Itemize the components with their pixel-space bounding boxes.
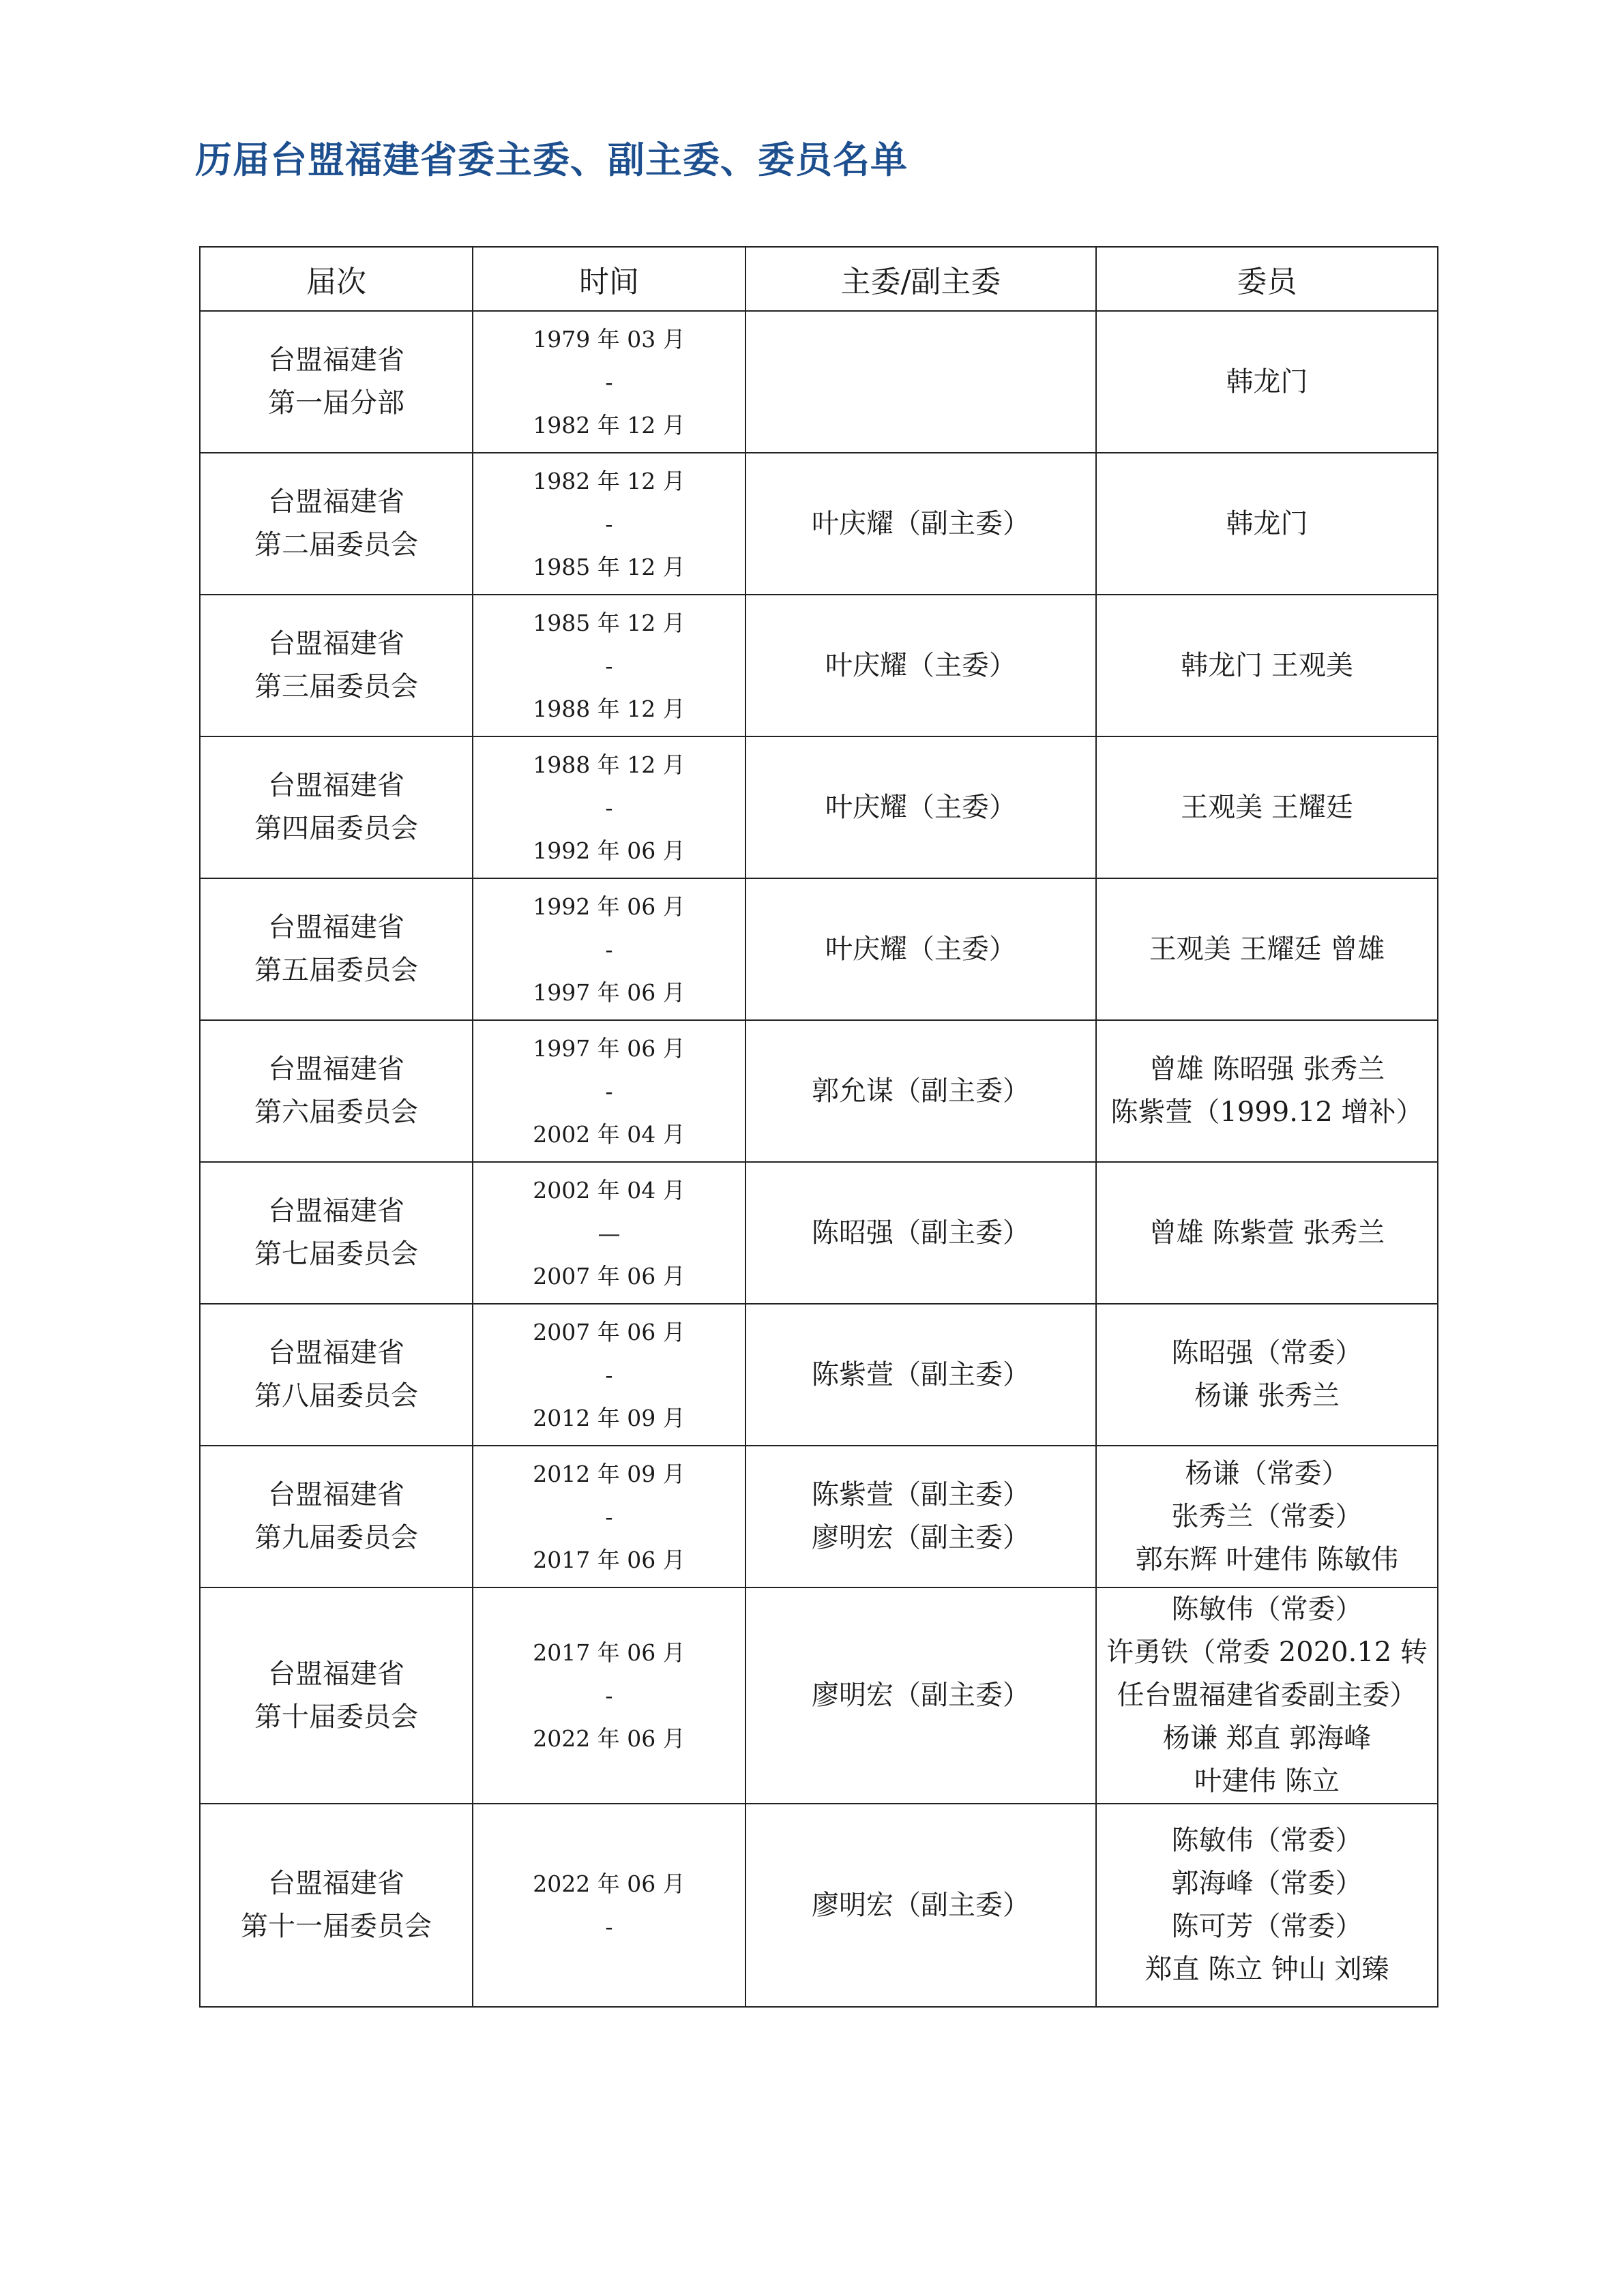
chair-line: 廖明宏（副主委） — [812, 1889, 1030, 1921]
session-cell — [200, 736, 473, 878]
time-line: 2002 年 04 月 — [533, 1176, 685, 1204]
chair-line: 陈紫萱（副主委） — [812, 1479, 1030, 1510]
time-line: - — [605, 1682, 613, 1709]
table-body — [200, 311, 1438, 2007]
session-line: 台盟福建省 — [268, 912, 404, 943]
time-cell — [473, 1804, 745, 2007]
session-line: 第一届分部 — [268, 387, 404, 419]
time-line: — — [597, 1219, 621, 1247]
time-line: - — [605, 510, 613, 537]
members-line: 曾雄 陈紫萱 张秀兰 — [1149, 1217, 1385, 1249]
chair-cell — [745, 1587, 1096, 1804]
table-row — [200, 1587, 1438, 1804]
time-line: 1992 年 06 月 — [533, 837, 685, 864]
header-time: 时间 — [473, 247, 745, 311]
session-cell — [200, 1020, 473, 1162]
table-row — [200, 736, 1438, 878]
members-cell — [1096, 595, 1438, 736]
time-line: - — [605, 936, 613, 963]
members-line: 陈可芳（常委） — [1171, 1911, 1363, 1942]
chair-line: 叶庆耀（主委） — [825, 649, 1016, 681]
time-line: - — [605, 368, 613, 396]
time-line: 2007 年 06 月 — [533, 1318, 685, 1345]
session-cell — [200, 453, 473, 595]
chair-cell — [745, 1304, 1096, 1446]
time-line: 1988 年 12 月 — [533, 751, 685, 778]
members-line: 郭东辉 叶建伟 陈敏伟 — [1135, 1543, 1399, 1575]
session-line: 第十一届委员会 — [241, 1911, 432, 1942]
time-cell — [473, 878, 745, 1020]
session-line: 第七届委员会 — [254, 1238, 418, 1270]
members-line: 韩龙门 王观美 — [1181, 649, 1353, 681]
session-line: 台盟福建省 — [268, 1479, 404, 1510]
chair-line: 郭允谋（副主委） — [812, 1075, 1030, 1107]
members-line: 陈敏伟（常委） — [1171, 1594, 1363, 1625]
time-cell — [473, 736, 745, 878]
table-row — [200, 878, 1438, 1020]
page-title: 历届台盟福建省委主委、副主委、委员名单 — [195, 138, 908, 181]
time-line: 2022 年 06 月 — [533, 1870, 685, 1897]
time-line: 1985 年 12 月 — [533, 609, 685, 636]
time-line: - — [605, 1361, 613, 1388]
members-line: 韩龙门 — [1226, 366, 1308, 398]
session-cell — [200, 1304, 473, 1446]
header-chair: 主委/副主委 — [745, 247, 1096, 311]
chair-line: 廖明宏（副主委） — [812, 1680, 1030, 1711]
table-row — [200, 1020, 1438, 1162]
members-line: 曾雄 陈昭强 张秀兰 — [1149, 1054, 1385, 1085]
time-cell — [473, 1304, 745, 1446]
chair-cell — [745, 453, 1096, 595]
time-line: 1985 年 12 月 — [533, 553, 685, 580]
table-row — [200, 1446, 1438, 1587]
time-line: - — [605, 1077, 613, 1105]
session-line: 第二届委员会 — [254, 529, 418, 561]
session-cell — [200, 1804, 473, 2007]
header-session: 届次 — [200, 247, 473, 311]
members-cell — [1096, 736, 1438, 878]
chair-line: 叶庆耀（主委） — [825, 933, 1016, 965]
chair-cell — [745, 736, 1096, 878]
time-cell — [473, 1162, 745, 1304]
time-line: - — [605, 794, 613, 821]
chair-line: 陈紫萱（副主委） — [812, 1358, 1030, 1390]
members-line: 任台盟福建省委副主委） — [1117, 1680, 1417, 1711]
members-cell — [1096, 1304, 1438, 1446]
time-line: 1997 年 06 月 — [533, 1034, 685, 1062]
chair-line: 叶庆耀（副主委） — [812, 507, 1030, 539]
session-cell — [200, 878, 473, 1020]
session-line: 第四届委员会 — [254, 813, 418, 844]
time-line: 2012 年 09 月 — [533, 1404, 685, 1431]
chair-cell — [745, 1020, 1096, 1162]
time-line: 2017 年 06 月 — [533, 1546, 685, 1573]
chair-cell — [745, 878, 1096, 1020]
header-members: 委员 — [1096, 247, 1438, 311]
session-line: 台盟福建省 — [268, 1868, 404, 1899]
members-cell — [1096, 453, 1438, 595]
table-row — [200, 1162, 1438, 1304]
chair-cell — [745, 1446, 1096, 1587]
chair-line: 廖明宏（副主委） — [812, 1522, 1030, 1553]
time-cell — [473, 1587, 745, 1804]
chair-cell — [745, 595, 1096, 736]
table-row — [200, 595, 1438, 736]
time-line: 2007 年 06 月 — [533, 1262, 685, 1289]
time-line: 1982 年 12 月 — [533, 411, 685, 438]
time-line: - — [605, 1913, 613, 1940]
session-cell — [200, 1446, 473, 1587]
table-row — [200, 311, 1438, 453]
table-header-row — [200, 247, 1438, 311]
session-cell — [200, 595, 473, 736]
chair-line: 陈昭强（副主委） — [812, 1217, 1030, 1249]
session-line: 台盟福建省 — [268, 344, 404, 376]
time-line: 1988 年 12 月 — [533, 695, 685, 722]
time-cell — [473, 311, 745, 453]
time-cell — [473, 1020, 745, 1162]
session-line: 台盟福建省 — [268, 1195, 404, 1227]
members-cell — [1096, 1162, 1438, 1304]
members-cell — [1096, 878, 1438, 1020]
members-line: 王观美 王耀廷 曾雄 — [1149, 933, 1385, 965]
members-line: 韩龙门 — [1226, 507, 1308, 539]
time-cell — [473, 1446, 745, 1587]
session-cell — [200, 1162, 473, 1304]
time-line: 2022 年 06 月 — [533, 1725, 685, 1752]
table-row — [200, 453, 1438, 595]
members-line: 杨谦（常委） — [1185, 1457, 1349, 1489]
time-line: 2002 年 04 月 — [533, 1120, 685, 1148]
time-line: 1992 年 06 月 — [533, 893, 685, 920]
session-line: 台盟福建省 — [268, 1658, 404, 1690]
members-cell — [1096, 1587, 1438, 1804]
members-cell — [1096, 1446, 1438, 1587]
members-cell — [1096, 311, 1438, 453]
members-line: 张秀兰（常委） — [1171, 1500, 1363, 1532]
members-line: 杨谦 张秀兰 — [1194, 1380, 1340, 1412]
members-line: 郑直 陈立 钟山 刘臻 — [1145, 1954, 1389, 1985]
chair-cell — [745, 1804, 1096, 2007]
members-line: 许勇铁（常委 2020.12 转 — [1106, 1637, 1428, 1668]
session-line: 台盟福建省 — [268, 628, 404, 659]
session-line: 第三届委员会 — [254, 671, 418, 702]
session-line: 第八届委员会 — [254, 1380, 418, 1412]
members-line: 陈敏伟（常委） — [1171, 1825, 1363, 1856]
table-row — [200, 1304, 1438, 1446]
session-line: 第六届委员会 — [254, 1097, 418, 1128]
time-line: - — [605, 1503, 613, 1530]
time-cell — [473, 453, 745, 595]
session-line: 第十届委员会 — [254, 1701, 418, 1733]
session-line: 第九届委员会 — [254, 1522, 418, 1553]
time-cell — [473, 595, 745, 736]
session-cell — [200, 311, 473, 453]
chair-cell — [745, 311, 1096, 453]
time-line: - — [605, 652, 613, 679]
session-line: 第五届委员会 — [254, 955, 418, 986]
time-line: 1997 年 06 月 — [533, 979, 685, 1006]
session-line: 台盟福建省 — [268, 770, 404, 801]
members-cell — [1096, 1804, 1438, 2007]
members-line: 陈昭强（常委） — [1171, 1337, 1363, 1369]
time-line: 2017 年 06 月 — [533, 1639, 685, 1666]
roster-table — [199, 246, 1438, 2008]
session-line: 台盟福建省 — [268, 1337, 404, 1369]
time-line: 1979 年 03 月 — [533, 325, 685, 353]
session-line: 台盟福建省 — [268, 486, 404, 518]
session-line: 台盟福建省 — [268, 1054, 404, 1085]
members-line: 郭海峰（常委） — [1171, 1868, 1363, 1899]
session-cell — [200, 1587, 473, 1804]
members-line: 杨谦 郑直 郭海峰 — [1162, 1723, 1372, 1754]
time-line: 1982 年 12 月 — [533, 467, 685, 494]
members-line: 叶建伟 陈立 — [1194, 1765, 1340, 1797]
table-row — [200, 1804, 1438, 2007]
chair-line: 叶庆耀（主委） — [825, 791, 1016, 823]
members-cell — [1096, 1020, 1438, 1162]
members-line: 陈紫萱（1999.12 增补） — [1110, 1097, 1423, 1128]
members-line: 王观美 王耀廷 — [1181, 791, 1353, 823]
chair-cell — [745, 1162, 1096, 1304]
time-line: 2012 年 09 月 — [533, 1460, 685, 1487]
